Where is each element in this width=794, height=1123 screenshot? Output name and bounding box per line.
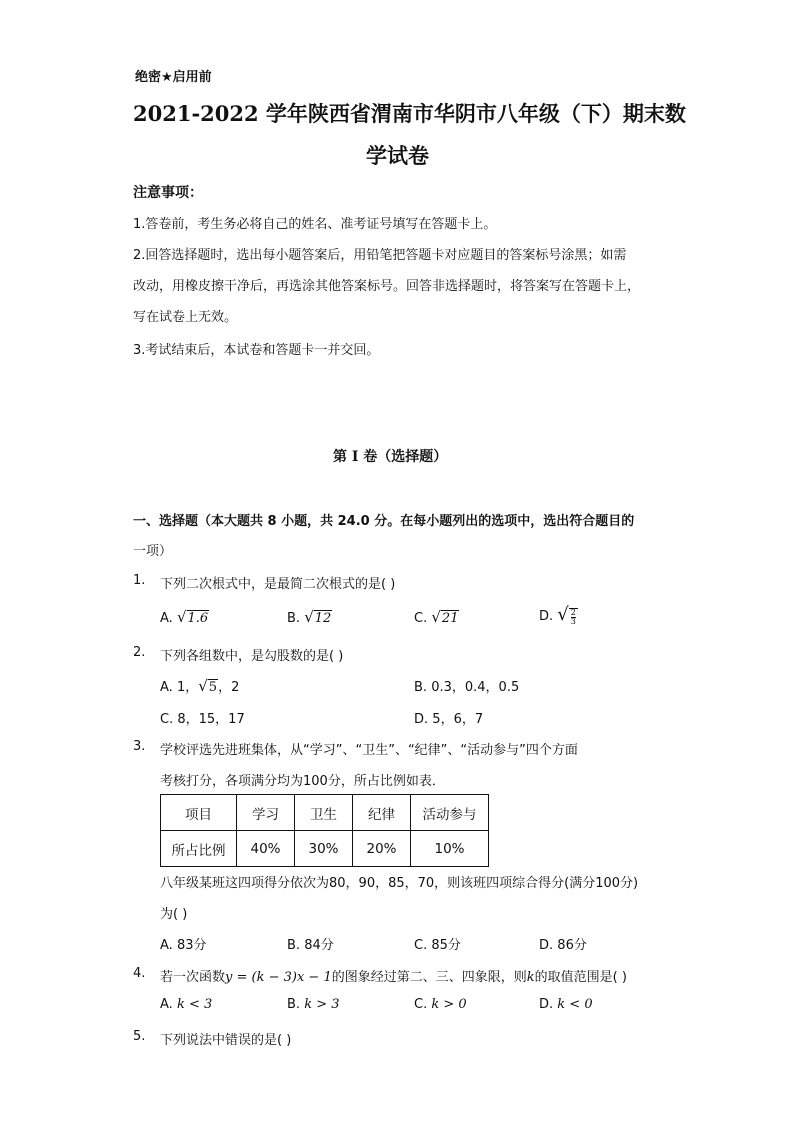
q2-option-d[interactable] bbox=[414, 708, 483, 727]
q3-option-d-value: 86分 bbox=[557, 938, 587, 953]
q1-option-c[interactable] bbox=[414, 608, 459, 626]
q2-option-a[interactable] bbox=[160, 676, 239, 695]
q4-option-c[interactable] bbox=[414, 997, 467, 1012]
table-header-cell: 项目 bbox=[161, 795, 237, 831]
sqrt-icon: √ $\frac{2}{3}$ bbox=[557, 604, 576, 626]
q4-option-c-label: C. bbox=[414, 997, 428, 1012]
question-4-formula: y = (k − 3)x − 1 bbox=[225, 970, 332, 985]
q4-option-d-value: k < 0 bbox=[557, 997, 593, 1012]
q4-option-a[interactable] bbox=[160, 997, 212, 1012]
ratio-table bbox=[160, 794, 489, 867]
q1-option-a-value: 1.6 bbox=[187, 611, 209, 626]
table-cell: 所占比例 bbox=[161, 831, 237, 867]
sqrt-icon: √5 bbox=[198, 677, 218, 695]
q2-option-c[interactable] bbox=[160, 708, 245, 727]
q1-option-b[interactable] bbox=[287, 608, 332, 626]
q3-option-b[interactable] bbox=[287, 934, 334, 953]
section-title: 第 I 卷（选择题） bbox=[333, 449, 448, 465]
q4-option-a-value: k < 3 bbox=[176, 997, 213, 1012]
q3-option-d[interactable] bbox=[539, 934, 587, 953]
question-3-after-line1: 八年级某班这四项得分依次为80，90，85，70，则该班四项综合得分(满分100分) bbox=[160, 876, 639, 891]
table-cell: 10% bbox=[411, 831, 489, 867]
q2-option-d-label: D. bbox=[414, 712, 429, 727]
question-5-text: 下列说法中错误的是( ) bbox=[160, 1033, 292, 1048]
notes-item-2-line2: 改动，用橡皮擦干净后，再选涂其他答案标号。回答非选择题时，将答案写在答题卡上， bbox=[133, 279, 641, 294]
q3-option-d-label: D. bbox=[539, 938, 554, 953]
q2-option-a-pre: 1， bbox=[176, 680, 199, 695]
q1-option-d-label: D. bbox=[539, 609, 554, 624]
q1-option-d[interactable] bbox=[539, 604, 578, 626]
question-4-number: 4. bbox=[133, 966, 146, 981]
part-heading-line2: 一项） bbox=[133, 544, 173, 559]
q2-option-a-label: A. bbox=[160, 680, 173, 695]
page-title-line1: 2021-2022 学年陕西省渭南市华阴市八年级（下）期末数 bbox=[133, 101, 686, 126]
question-3-after-line2: 为( ) bbox=[160, 907, 188, 922]
q4-option-b[interactable] bbox=[287, 997, 340, 1012]
question-5-number: 5. bbox=[133, 1029, 146, 1044]
sqrt-icon: √1.6 bbox=[176, 608, 209, 626]
q1-option-d-numerator: 2 bbox=[570, 607, 576, 617]
notes-heading: 注意事项： bbox=[133, 185, 203, 201]
q3-option-a-value: 83分 bbox=[176, 938, 207, 953]
table-cell: 40% bbox=[237, 831, 295, 867]
q1-option-c-label: C. bbox=[414, 611, 428, 626]
q2-option-d-value: 5，6，7 bbox=[432, 712, 484, 727]
table-header-cell: 纪律 bbox=[353, 795, 411, 831]
question-2-text: 下列各组数中，是勾股数的是( ) bbox=[160, 649, 344, 664]
notes-item-2-line1: 2.回答选择题时，选出每小题答案后，用铅笔把答题卡对应题目的答案标号涂黑；如需 bbox=[133, 248, 627, 263]
page-title-line2: 学试卷 bbox=[366, 143, 429, 168]
question-3-text-line1: 学校评选先进班集体，从“学习”、“卫生”、“纪律”、“活动参与”四个方面 bbox=[160, 743, 578, 758]
q3-option-b-value: 84分 bbox=[304, 938, 334, 953]
question-1-text: 下列二次根式中，是最简二次根式的是( ) bbox=[160, 577, 396, 592]
table-row bbox=[161, 795, 489, 831]
q4-option-c-value: k > 0 bbox=[431, 997, 467, 1012]
q2-option-c-label: C. bbox=[160, 712, 174, 727]
notes-item-1: 1.答卷前，考生务必将自己的姓名、准考证号填写在答题卡上。 bbox=[133, 217, 497, 232]
table-cell: 20% bbox=[353, 831, 411, 867]
table-row bbox=[161, 831, 489, 867]
table-cell: 30% bbox=[295, 831, 353, 867]
question-3-text-line2: 考核打分，各项满分均为100分，所占比例如表． bbox=[160, 774, 445, 789]
q3-option-a-label: A. bbox=[160, 938, 173, 953]
q4-option-d[interactable] bbox=[539, 997, 593, 1012]
notes-item-3: 3.考试结束后，本试卷和答题卡一并交回。 bbox=[133, 343, 380, 358]
table-header-cell: 学习 bbox=[237, 795, 295, 831]
question-4-variable: k bbox=[526, 970, 535, 985]
q1-option-a[interactable] bbox=[160, 608, 209, 626]
q1-option-a-label: A. bbox=[160, 611, 173, 626]
q2-option-a-radicand: 5 bbox=[208, 680, 218, 695]
question-4-text-mid: 的图象经过第二、三、四象限，则 bbox=[331, 970, 527, 985]
q4-option-a-label: A. bbox=[160, 997, 173, 1012]
q2-option-a-post: ，2 bbox=[218, 680, 240, 695]
question-1-number: 1. bbox=[133, 573, 146, 588]
notes-item-2-line3: 写在试卷上无效。 bbox=[133, 310, 238, 325]
q1-option-d-denominator: 3 bbox=[570, 616, 576, 626]
q4-option-b-label: B. bbox=[287, 997, 301, 1012]
q2-option-c-value: 8，15，17 bbox=[177, 712, 245, 727]
table-header-cell: 卫生 bbox=[295, 795, 353, 831]
sqrt-icon: √12 bbox=[304, 608, 332, 626]
q1-option-b-label: B. bbox=[287, 611, 301, 626]
q3-option-c-value: 85分 bbox=[431, 938, 461, 953]
q1-option-b-value: 12 bbox=[314, 611, 332, 626]
q2-option-b[interactable] bbox=[414, 676, 519, 695]
q2-option-b-label: B. bbox=[414, 680, 428, 695]
q2-option-b-value: 0.3，0.4，0.5 bbox=[431, 680, 520, 695]
question-4-text-post: 的取值范围是( ) bbox=[534, 970, 627, 985]
q3-option-c-label: C. bbox=[414, 938, 428, 953]
part-heading-line1: 一、选择题（本大题共 8 小题，共 24.0 分。在每小题列出的选项中，选出符合题目的 bbox=[133, 514, 635, 529]
sqrt-icon: √21 bbox=[431, 608, 459, 626]
question-4-text-pre: 若一次函数 bbox=[160, 970, 226, 985]
q1-option-c-value: 21 bbox=[441, 611, 459, 626]
secret-mark: 绝密★启用前 bbox=[135, 70, 212, 85]
table-header-cell: 活动参与 bbox=[411, 795, 489, 831]
q3-option-a[interactable] bbox=[160, 934, 206, 953]
q3-option-b-label: B. bbox=[287, 938, 301, 953]
question-4-text bbox=[160, 966, 627, 985]
q1-option-d-fraction bbox=[569, 608, 578, 626]
q4-option-b-value: k > 3 bbox=[304, 997, 340, 1012]
question-2-number: 2. bbox=[133, 645, 146, 660]
q3-option-c[interactable] bbox=[414, 934, 461, 953]
q4-option-d-label: D. bbox=[539, 997, 554, 1012]
question-3-number: 3. bbox=[133, 739, 146, 754]
